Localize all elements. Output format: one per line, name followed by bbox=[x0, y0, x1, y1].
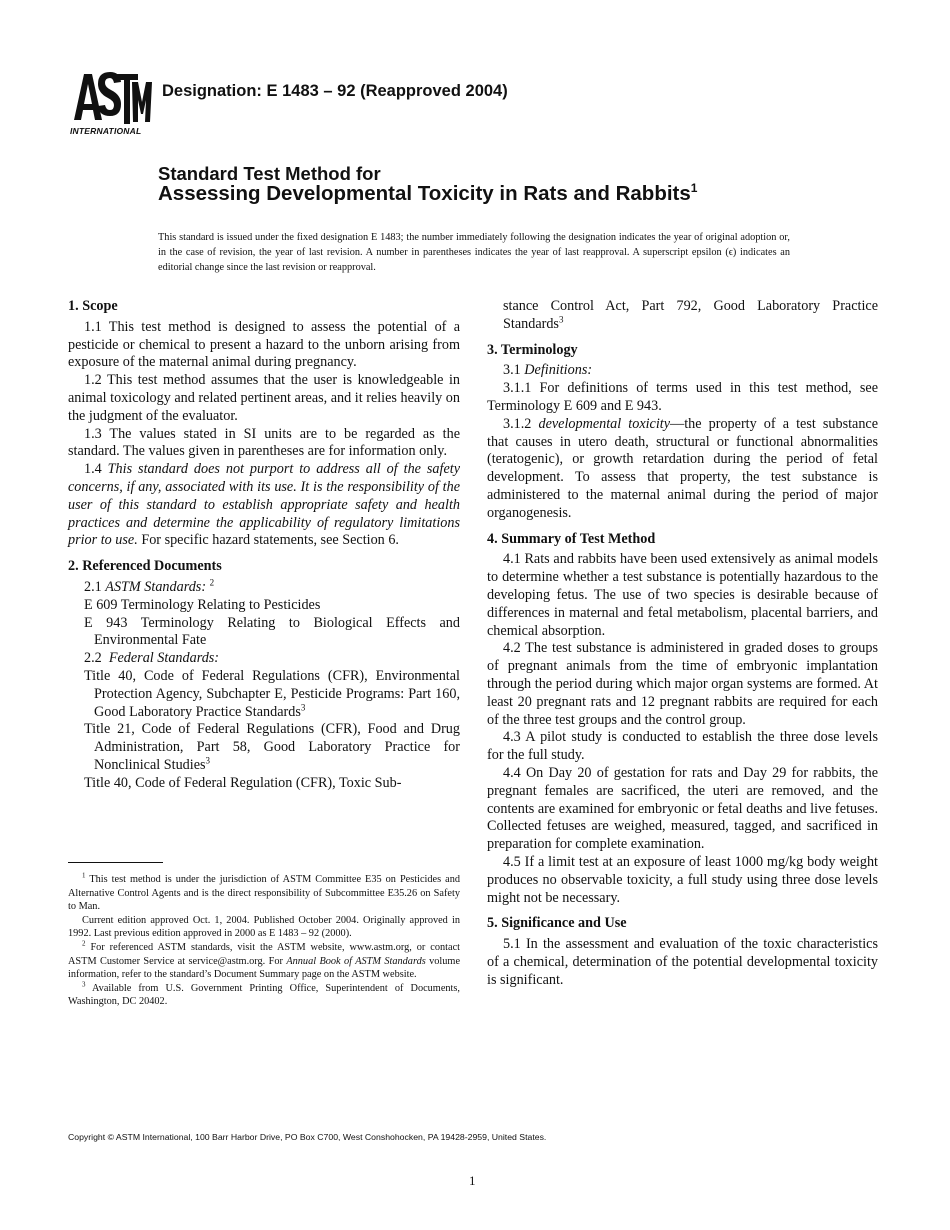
paragraph-3-1: 3.1 Definitions: bbox=[503, 362, 593, 379]
footnote-1-edition: Current edition approved Oct. 1, 2004. Published October 2004. Originally approved in 1992. Last previous edition approved in 2000 as E 1483 – 92 (2000). bbox=[68, 914, 460, 940]
paragraph-4-1: 4.1 Rats and rabbits have been used extensively as animal models to determine whether a test substance is potentially hazardous to the developing fetus. The use of two species is desirable because of differences in maternal and fetal metabolism, placental barriers, and chemical absorption. bbox=[487, 551, 878, 639]
reference-e943: E 943 Terminology Relating to Biological Effects and Environmental Fate bbox=[84, 614, 460, 649]
title-text: Assessing Developmental Toxicity in Rats and Rabbits bbox=[158, 182, 691, 205]
paragraph-4-5: 4.5 If a limit test at an exposure of least 1000 mg/kg body weight produces no observable toxicity, a full study using three dose levels might not be necessary. bbox=[487, 853, 878, 906]
paragraph-1-4: 1.4 This standard does not purport to address all of the safety concerns, if any, associated with its use. It is the responsibility of the user of this standard to establish appropriate safety and health practices and determine the applicability of regulatory limitations prior to use. For specific hazard statements, see Section 6. bbox=[68, 461, 460, 549]
footnote-rule bbox=[68, 862, 163, 863]
astm-logo bbox=[68, 64, 152, 140]
paragraph-1-1: 1.1 This test method is designed to assess the potential of a pesticide or chemical to present a hazard to the unborn arising from exposure of the maternal animal during pregnancy. bbox=[68, 318, 460, 371]
logo-label: INTERNATIONAL bbox=[70, 126, 142, 136]
paragraph-3-1-1: 3.1.1 For definitions of terms used in this test method, see Terminology E 609 and E 943. bbox=[487, 380, 878, 414]
left-column bbox=[68, 298, 460, 793]
paragraph-1-3: 1.3 The values stated in SI units are to be regarded as the standard. The values given in parentheses are for information only. bbox=[68, 425, 460, 460]
paragraph-3-1-2: 3.1.2 developmental toxicity—the property of a test substance that causes in utero death, structural or functional abnormalities (teratogenic), or growth retardation during the period of fetal development. To assess that property, the test substance is administered to the maternal animal during the period of major organogenesis. bbox=[487, 415, 879, 521]
footnotes bbox=[68, 862, 460, 1009]
paragraph-4-3: 4.3 A pilot study is conducted to establish the three dose levels for the full study. bbox=[487, 729, 878, 764]
reference-cfr-title40-part792-start: Title 40, Code of Federal Regulation (CFR), Toxic Sub- bbox=[84, 774, 402, 791]
footnote-1: $^1$ This test method is under the jurisdiction of ASTM Committee E35 on Pesticides and Alternative Control Agents and is the direct responsibility of Subcommittee E35.26 on Safety to Man. bbox=[68, 871, 461, 913]
title-line-2 bbox=[158, 182, 697, 206]
section-heading-referenced-documents: 2. Referenced Documents bbox=[68, 558, 222, 575]
paragraph-5-1: 5.1 In the assessment and evaluation of the toxic characteristics of a chemical, determination of the potential developmental toxicity is significant. bbox=[487, 936, 878, 988]
page-number: 1 bbox=[469, 1173, 476, 1188]
section-heading-summary: 4. Summary of Test Method bbox=[487, 530, 656, 547]
section-heading-scope: 1. Scope bbox=[68, 298, 118, 314]
footnote-3: $^3$ Available from U.S. Government Printing Office, Superintendent of Documents, Washington, DC 20402. bbox=[68, 980, 460, 1008]
title-line-1: Standard Test Method for bbox=[158, 163, 381, 184]
reference-cfr-title21-part58: Title 21, Code of Federal Regulations (CFR), Food and Drug Administration, Part 58, Good Laboratory Practice for Nonclinical Studies$^3$ bbox=[84, 721, 460, 773]
reference-cfr-title40-part160: Title 40, Code of Federal Regulations (CFR), Environmental Protection Agency, Subchapter E, Pesticide Programs: Part 160, Good Laboratory Practice Standards$^3$ bbox=[84, 667, 460, 720]
reference-e609: E 609 Terminology Relating to Pesticides bbox=[84, 596, 321, 613]
copyright-notice: Copyright © ASTM International, 100 Barr Harbor Drive, PO Box C700, West Conshohocken, PA 19428-2959, United States. bbox=[68, 1132, 547, 1142]
right-column bbox=[487, 298, 878, 989]
section-heading-terminology: 3. Terminology bbox=[487, 341, 578, 358]
paragraph-4-2: 4.2 The test substance is administered in graded doses to groups of pregnant animals from the time of embryonic implantation through the period during which major organ systems are formed. At least 20 pregnant rats and 12 pregnant rabbits are required for each of the three test groups and the control group. bbox=[487, 640, 878, 728]
reference-cfr-title40-part792-end: stance Control Act, Part 792, Good Laboratory Practice Standards$^3$ bbox=[503, 298, 878, 332]
section-heading-significance: 5. Significance and Use bbox=[487, 915, 627, 932]
paragraph-1-2: 1.2 This test method assumes that the user is knowledgeable in animal toxicology and related pertinent areas, and it relies heavily on the judgment of the evaluator. bbox=[68, 372, 460, 424]
paragraph-4-4: 4.4 On Day 20 of gestation for rats and Day 29 for rabbits, the pregnant females are sacrificed, the uteri are removed, and the contents are examined for embryonic or fetal deaths and live fetuses. Collected fetuses are weighed, measured, tagged, and sacrificed in preparation for complete examination. bbox=[487, 764, 878, 853]
paragraph-2-2: 2.2 Federal Standards: bbox=[84, 650, 220, 667]
designation: Designation: E 1483 – 92 (Reapproved 2004) bbox=[162, 82, 508, 100]
footnote-2: $^2$ For referenced ASTM standards, visit the ASTM website, www.astm.org, or contact ASTM Customer Service at service@astm.org. For Annual Book of ASTM Standards volume information, refer to the standard’s Document Summary page on the ASTM website. bbox=[68, 939, 461, 981]
paragraph-2-1: 2.1 ASTM Standards: $^2$ bbox=[84, 577, 215, 595]
title-footnote-mark: 1 bbox=[690, 181, 698, 196]
issuance-note: This standard is issued under the fixed designation E 1483; the number immediately following the designation indicates the year of original adoption or, in the case of revision, the year of last revision. A number in parentheses indicates the year of last reapproval. A superscript epsilon (ϵ) indicates an editorial change since the last revision or reapproval. bbox=[158, 232, 790, 273]
